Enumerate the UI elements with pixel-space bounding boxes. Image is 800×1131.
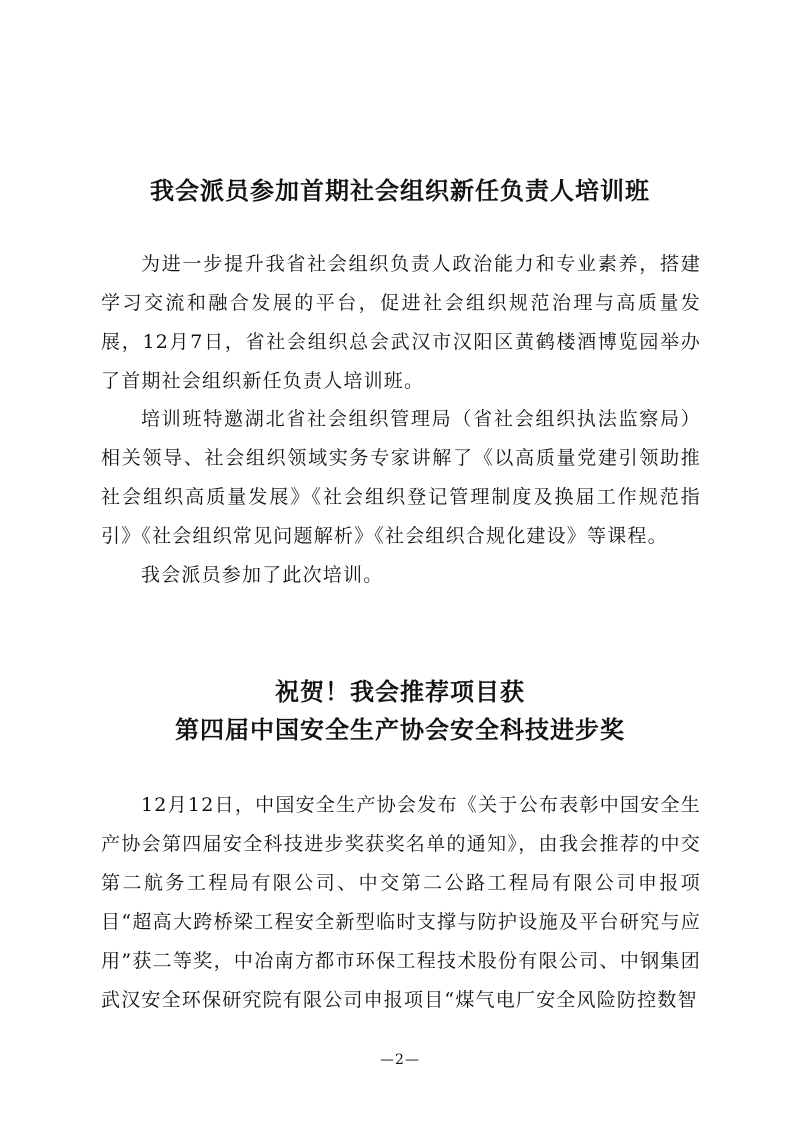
article-paragraph-intro: 为进一步提升我省社会组织负责人政治能力和专业素养，搭建学习交流和融合发展的平台，促进社会组织规范治理与高质量发展，12月7日，省社会组织总会武汉市汉阳区黄鹤楼酒博览园举办了首期社会组织新任负责人培训班。 [101,253,701,392]
article-title-award-line2: 第四届中国安全生产协会安全科技进步奖 [175,716,625,744]
page-number: —2— [380,1052,420,1068]
article-paragraph-courses: 培训班特邀湖北省社会组织管理局（省社会组织执法监察局）相关领导、社会组织领域实务专家讲解了《以高质量党建引领助推社会组织高质量发展》《社会组织登记管理制度及换届工作规范指引》《社会组织常见问题解析》《社会组织合规化建设》等课程。 [101,408,701,547]
article-paragraph-award: 12月12日，中国安全生产协会发布《关于公布表彰中国安全生产协会第四届安全科技进步奖获奖名单的通知》，由我会推荐的中交第二航务工程局有限公司、中交第二公路工程局有限公司申报项目“超高大跨桥梁工程安全新型临时支撑与防护设施及平台研究与应用”获二等奖，中冶南方都市环保工程技术股份有限公司、中钢集团武汉安全环保研究院有限公司申报项目“煤气电厂安全风险防控数智 [101,794,701,1011]
article-title-training: 我会派员参加首期社会组织新任负责人培训班 [150,177,650,205]
article-title-award-line1: 祝贺！我会推荐项目获 [275,678,525,706]
article-paragraph-participation: 我会派员参加了此次培训。 [141,564,384,586]
